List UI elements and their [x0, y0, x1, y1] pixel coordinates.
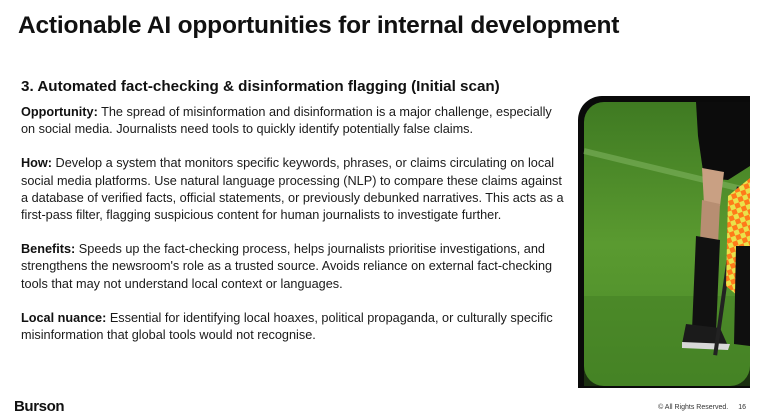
brand-logo-strip: [12, 413, 132, 417]
how-paragraph: [21, 155, 569, 224]
footer: [648, 404, 746, 411]
copyright-text: © All Rights Reserved.: [658, 404, 729, 411]
page-number: 16: [738, 404, 746, 411]
local-nuance-label: Local nuance:: [21, 310, 107, 325]
benefits-label: Benefits:: [21, 242, 76, 257]
section-heading: 3. Automated fact-checking & disinformation flagging (Initial scan): [21, 78, 500, 95]
slide-title: Actionable AI opportunities for internal development: [18, 12, 620, 39]
referee-sock: [692, 236, 720, 332]
referee-flag-photo: [578, 96, 750, 388]
benefits-paragraph: [21, 241, 569, 293]
local-nuance-text: Essential for identifying local hoaxes, political propaganda, or culturally specific misinformation that global tools would not recognise.: [21, 310, 553, 343]
phone-mockup: [578, 96, 750, 388]
how-label: How:: [21, 156, 53, 171]
opportunity-paragraph: [21, 104, 569, 138]
how-text: Develop a system that monitors specific keywords, phrases, or claims circulating on local social media platforms. Use natural language processing (NLP) to compare these claims against a database of verified facts, official statements, or previously debunked narratives. This acts as a first-pass filter, flagging suspicious content for human journalists to investigate further.: [21, 156, 564, 223]
opportunity-label: Opportunity:: [21, 105, 98, 119]
benefits-text: Speeds up the fact-checking process, helps journalists prioritise investigations, and strengthens the newsroom's role as a trusted source. Avoids reliance on external fact-checking tools that may not understand local context or languages.: [21, 242, 553, 291]
opportunity-text: The spread of misinformation and disinformation is a major challenge, especially on social media. Journalists need tools to quickly identify potentially false claims.: [21, 105, 552, 137]
local-nuance-paragraph: [21, 310, 569, 344]
content-body: [21, 104, 569, 361]
referee-shorts: [696, 102, 750, 180]
background-leg: [734, 246, 750, 346]
brand-logo: Burson: [14, 398, 65, 415]
